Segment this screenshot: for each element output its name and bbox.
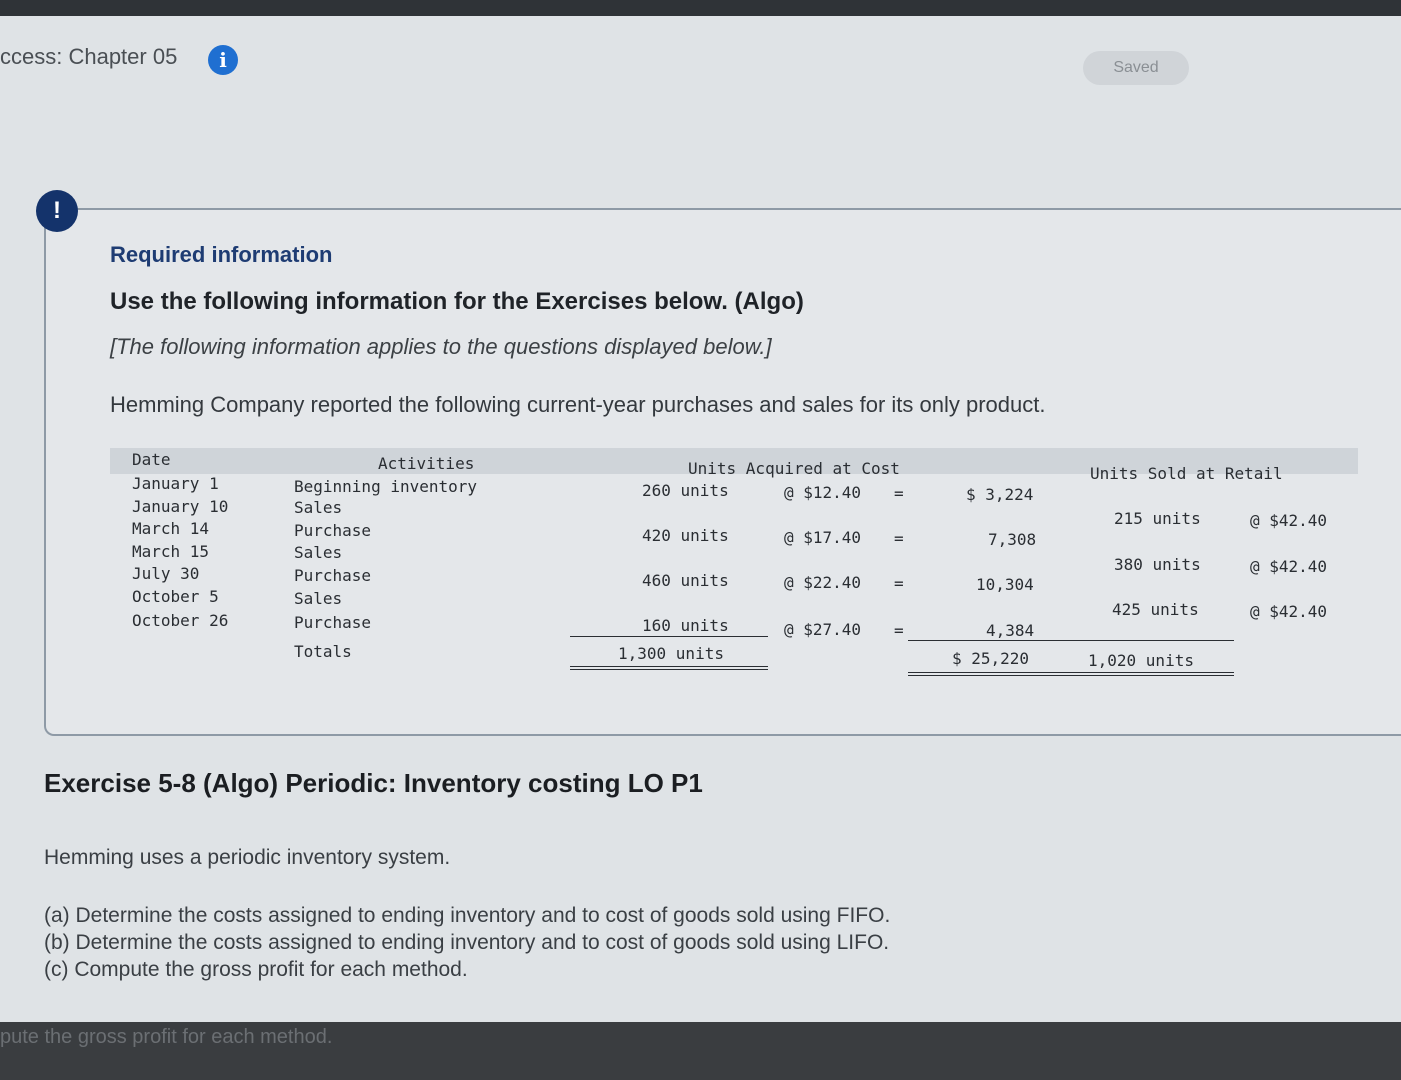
requirement-b: (b) Determine the costs assigned to ending inventory and to cost of goods sold using LIFO.	[44, 931, 890, 954]
row-activity: Purchase	[294, 521, 372, 540]
cost-subtotal-rule	[908, 640, 1234, 641]
requirement-a: (a) Determine the costs assigned to ending inventory and to cost of goods sold using FIFO.	[44, 904, 891, 927]
row-date: October 26	[132, 611, 229, 630]
totals-label: Totals	[294, 642, 352, 661]
row-cost: 7,308	[988, 530, 1037, 549]
header-units-sold: Units Sold at Retail	[1090, 464, 1283, 483]
row-retail: @ $42.40	[1250, 557, 1328, 576]
exercise-title: Exercise 5-8 (Algo) Periodic: Inventory costing LO P1	[44, 768, 703, 798]
header-activities: Activities	[378, 454, 475, 473]
row-units: 420 units	[642, 526, 729, 545]
row-equals: =	[894, 621, 904, 640]
requirement-c: (c) Compute the gross profit for each method.	[44, 958, 468, 981]
row-sold-units: 380 units	[1114, 555, 1201, 574]
row-date: March 14	[132, 519, 210, 538]
required-information-label: Required information	[110, 242, 333, 267]
header-units-acquired: Units Acquired at Cost	[688, 459, 900, 478]
row-equals: =	[894, 484, 904, 503]
row-price: @ $12.40	[784, 483, 862, 502]
page-header	[0, 16, 1401, 76]
info-icon[interactable]: i	[208, 45, 238, 75]
inventory-table	[110, 446, 1360, 668]
row-activity: Purchase	[294, 566, 372, 585]
bottom-bar	[0, 1022, 1401, 1080]
row-cost: 4,384	[986, 621, 1035, 640]
row-activity: Purchase	[294, 613, 372, 632]
instructions-heading: Use the following information for the Exercises below. (Algo)	[110, 288, 804, 315]
row-sold-units: 425 units	[1112, 600, 1199, 619]
cost-total-rule-2	[908, 675, 1234, 676]
row-activity: Sales	[294, 589, 343, 608]
alert-icon: !	[36, 190, 78, 232]
row-units: 260 units	[642, 481, 729, 500]
row-date: January 10	[132, 497, 229, 516]
row-sold-units: 215 units	[1114, 509, 1201, 528]
row-activity: Sales	[294, 543, 343, 562]
units-total-rule-2	[570, 669, 768, 670]
bottom-bar-text: pute the gross profit for each method.	[0, 1026, 333, 1048]
row-equals: =	[894, 529, 904, 548]
row-retail: @ $42.40	[1250, 602, 1328, 621]
row-units: 460 units	[642, 571, 729, 590]
row-price: @ $17.40	[784, 528, 862, 547]
page-title: ccess: Chapter 05	[0, 44, 178, 69]
row-retail: @ $42.40	[1250, 511, 1328, 530]
row-price: @ $27.40	[784, 620, 862, 639]
header-date: Date	[132, 450, 171, 469]
applies-note: [The following information applies to the questions displayed below.]	[110, 334, 772, 359]
browser-top-bar	[0, 0, 1401, 16]
row-cost: $ 3,224	[966, 485, 1034, 504]
cost-total-rule	[908, 672, 1234, 673]
totals-sold-units: 1,020 units	[1088, 651, 1194, 670]
row-date: October 5	[132, 587, 219, 606]
row-equals: =	[894, 574, 904, 593]
saved-status-badge: Saved	[1083, 51, 1189, 85]
row-activity: Beginning inventory	[294, 477, 478, 496]
row-date: January 1	[132, 474, 219, 493]
row-cost: 10,304	[976, 575, 1034, 594]
row-activity: Sales	[294, 498, 343, 517]
intro-text: Hemming Company reported the following current-year purchases and sales for its only product.	[110, 392, 1046, 417]
requirements-list	[44, 902, 890, 983]
totals-cost: $ 25,220	[952, 649, 1030, 668]
row-date: March 15	[132, 542, 210, 561]
row-date: July 30	[132, 564, 200, 583]
row-price: @ $22.40	[784, 573, 862, 592]
units-subtotal-rule	[570, 636, 768, 637]
totals-units: 1,300 units	[618, 644, 724, 663]
units-total-rule	[570, 666, 768, 667]
system-note: Hemming uses a periodic inventory system.	[44, 846, 451, 869]
row-units: 160 units	[642, 616, 729, 635]
